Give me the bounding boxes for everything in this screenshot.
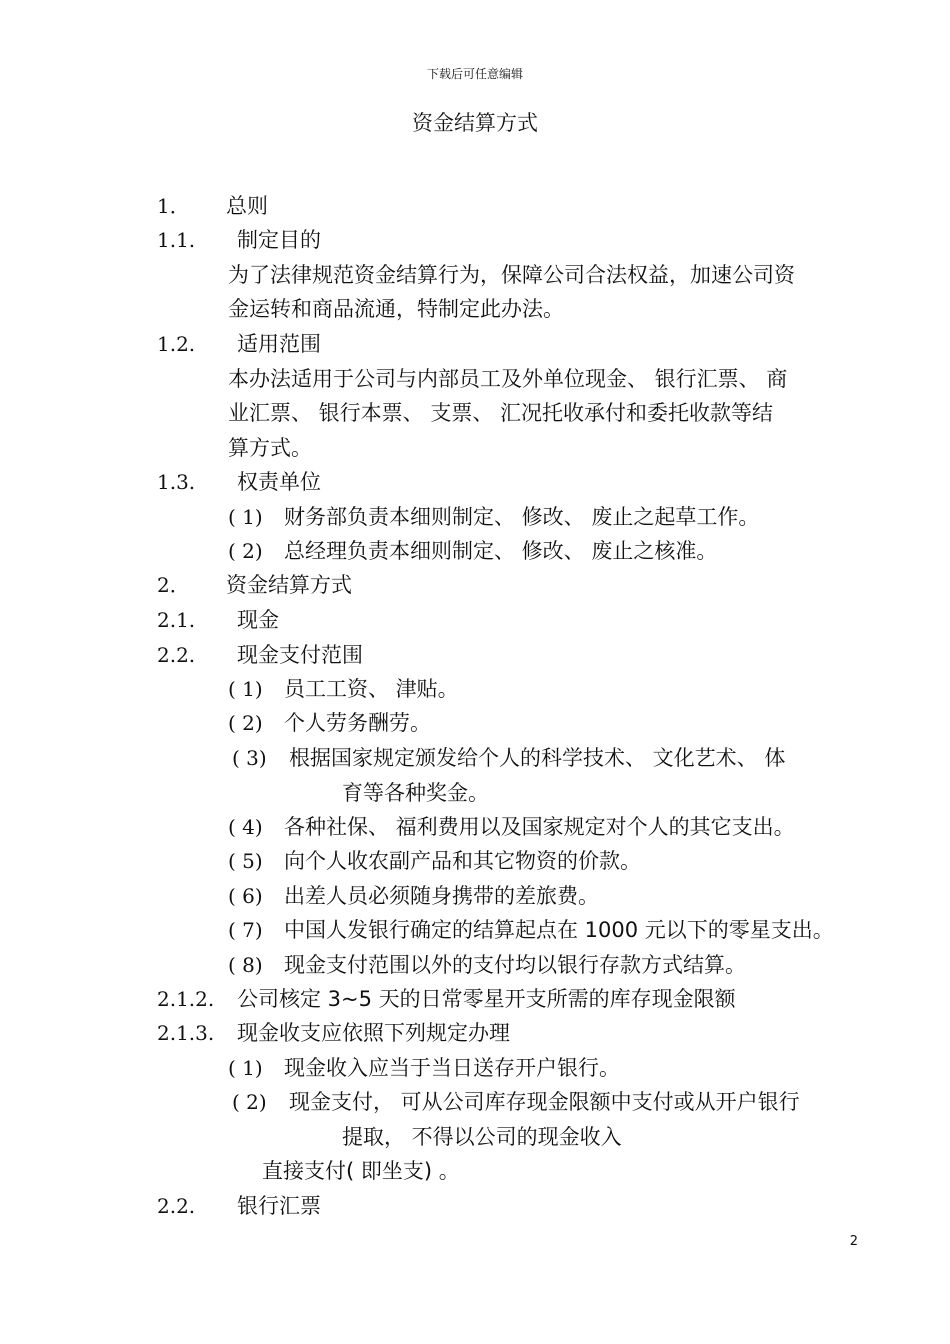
subsection-heading: 现金 bbox=[237, 608, 279, 632]
subsection-heading: 现金支付范围 bbox=[237, 643, 363, 667]
subsection-heading: 银行汇票 bbox=[237, 1194, 321, 1218]
list-item-text: 出差人员必须随身携带的差旅费。 bbox=[284, 884, 599, 908]
list-item-continuation: 直接支付( 即坐支) 。 bbox=[262, 1159, 460, 1183]
list-item-text: 向个人收农副产品和其它物资的价款。 bbox=[284, 849, 641, 873]
subsection-number: 1.2. bbox=[157, 332, 196, 356]
subsection-number: 2.1.2. bbox=[157, 987, 215, 1011]
list-item-text: 根据国家规定颁发给个人的科学技术、 文化艺术、 体 bbox=[289, 746, 786, 770]
list-item-number: ( 3) bbox=[232, 746, 267, 770]
page-number: 2 bbox=[849, 1234, 858, 1249]
paragraph-line: 本办法适用于公司与内部员工及外单位现金、 银行汇票、 商 bbox=[228, 367, 788, 391]
list-item-text: 财务部负责本细则制定、 修改、 废止之起草工作。 bbox=[284, 505, 760, 529]
paragraph-line: 业汇票、 银行本票、 支票、 汇况托收承付和委托收款等结 bbox=[228, 401, 774, 425]
list-item-text: 现金支付范围以外的支付均以银行存款方式结算。 bbox=[284, 953, 746, 977]
list-item-continuation: 育等各种奖金。 bbox=[342, 781, 489, 805]
list-item-number: ( 2) bbox=[232, 1090, 267, 1114]
list-item-text: 个人劳务酬劳。 bbox=[284, 711, 431, 735]
page-header: 下载后可任意编辑 bbox=[426, 67, 523, 81]
list-item-number: ( 5) bbox=[228, 849, 263, 873]
subsection-number: 2.2. bbox=[157, 1194, 196, 1218]
list-item-text: 现金支付， 可从公司库存现金限额中支付或从开户银行 bbox=[289, 1090, 800, 1114]
subsection-number: 2.1.3. bbox=[157, 1021, 215, 1045]
subsection-number: 1.3. bbox=[157, 470, 196, 494]
list-item-number: ( 4) bbox=[228, 815, 263, 839]
list-item-number: ( 2) bbox=[228, 711, 263, 735]
list-item-number: ( 2) bbox=[228, 539, 263, 563]
list-item-text: 现金收入应当于当日送存开户银行。 bbox=[284, 1056, 620, 1080]
list-item-text: 中国人发银行确定的结算起点在 1000 元以下的零星支出。 bbox=[284, 918, 834, 942]
list-item-number: ( 1) bbox=[228, 1056, 263, 1080]
list-item-number: ( 7) bbox=[228, 918, 263, 942]
paragraph-line: 为了法律规范资金结算行为，保障公司合法权益，加速公司资 bbox=[228, 263, 795, 287]
document-title: 资金结算方式 bbox=[412, 111, 538, 135]
list-item-number: ( 6) bbox=[228, 884, 263, 908]
subsection-heading: 公司核定 3~5 天的日常零星开支所需的库存现金限额 bbox=[237, 987, 736, 1011]
subsection-heading: 权责单位 bbox=[237, 470, 321, 494]
subsection-heading: 现金收支应依照下列规定办理 bbox=[237, 1021, 510, 1045]
list-item-text: 员工工资、 津贴。 bbox=[284, 677, 459, 701]
subsection-heading: 适用范围 bbox=[237, 332, 321, 356]
subsection-number: 1.1. bbox=[157, 228, 196, 252]
section-heading: 资金结算方式 bbox=[226, 573, 352, 597]
list-item-text: 总经理负责本细则制定、 修改、 废止之核准。 bbox=[284, 539, 718, 563]
list-item-number: ( 1) bbox=[228, 677, 263, 701]
list-item-number: ( 8) bbox=[228, 953, 263, 977]
list-item-number: ( 1) bbox=[228, 505, 263, 529]
list-item-text: 各种社保、 福利费用以及国家规定对个人的其它支出。 bbox=[284, 815, 795, 839]
section-number: 1． bbox=[157, 194, 190, 218]
list-item-continuation: 提取， 不得以公司的现金收入 bbox=[342, 1125, 622, 1149]
section-heading: 总则 bbox=[226, 194, 268, 218]
section-number: 2． bbox=[157, 573, 190, 597]
paragraph-line: 算方式。 bbox=[228, 436, 312, 460]
subsection-number: 2.2. bbox=[157, 643, 196, 667]
subsection-number: 2.1. bbox=[157, 608, 196, 632]
subsection-heading: 制定目的 bbox=[237, 228, 321, 252]
paragraph-line: 金运转和商品流通，特制定此办法。 bbox=[228, 297, 564, 321]
